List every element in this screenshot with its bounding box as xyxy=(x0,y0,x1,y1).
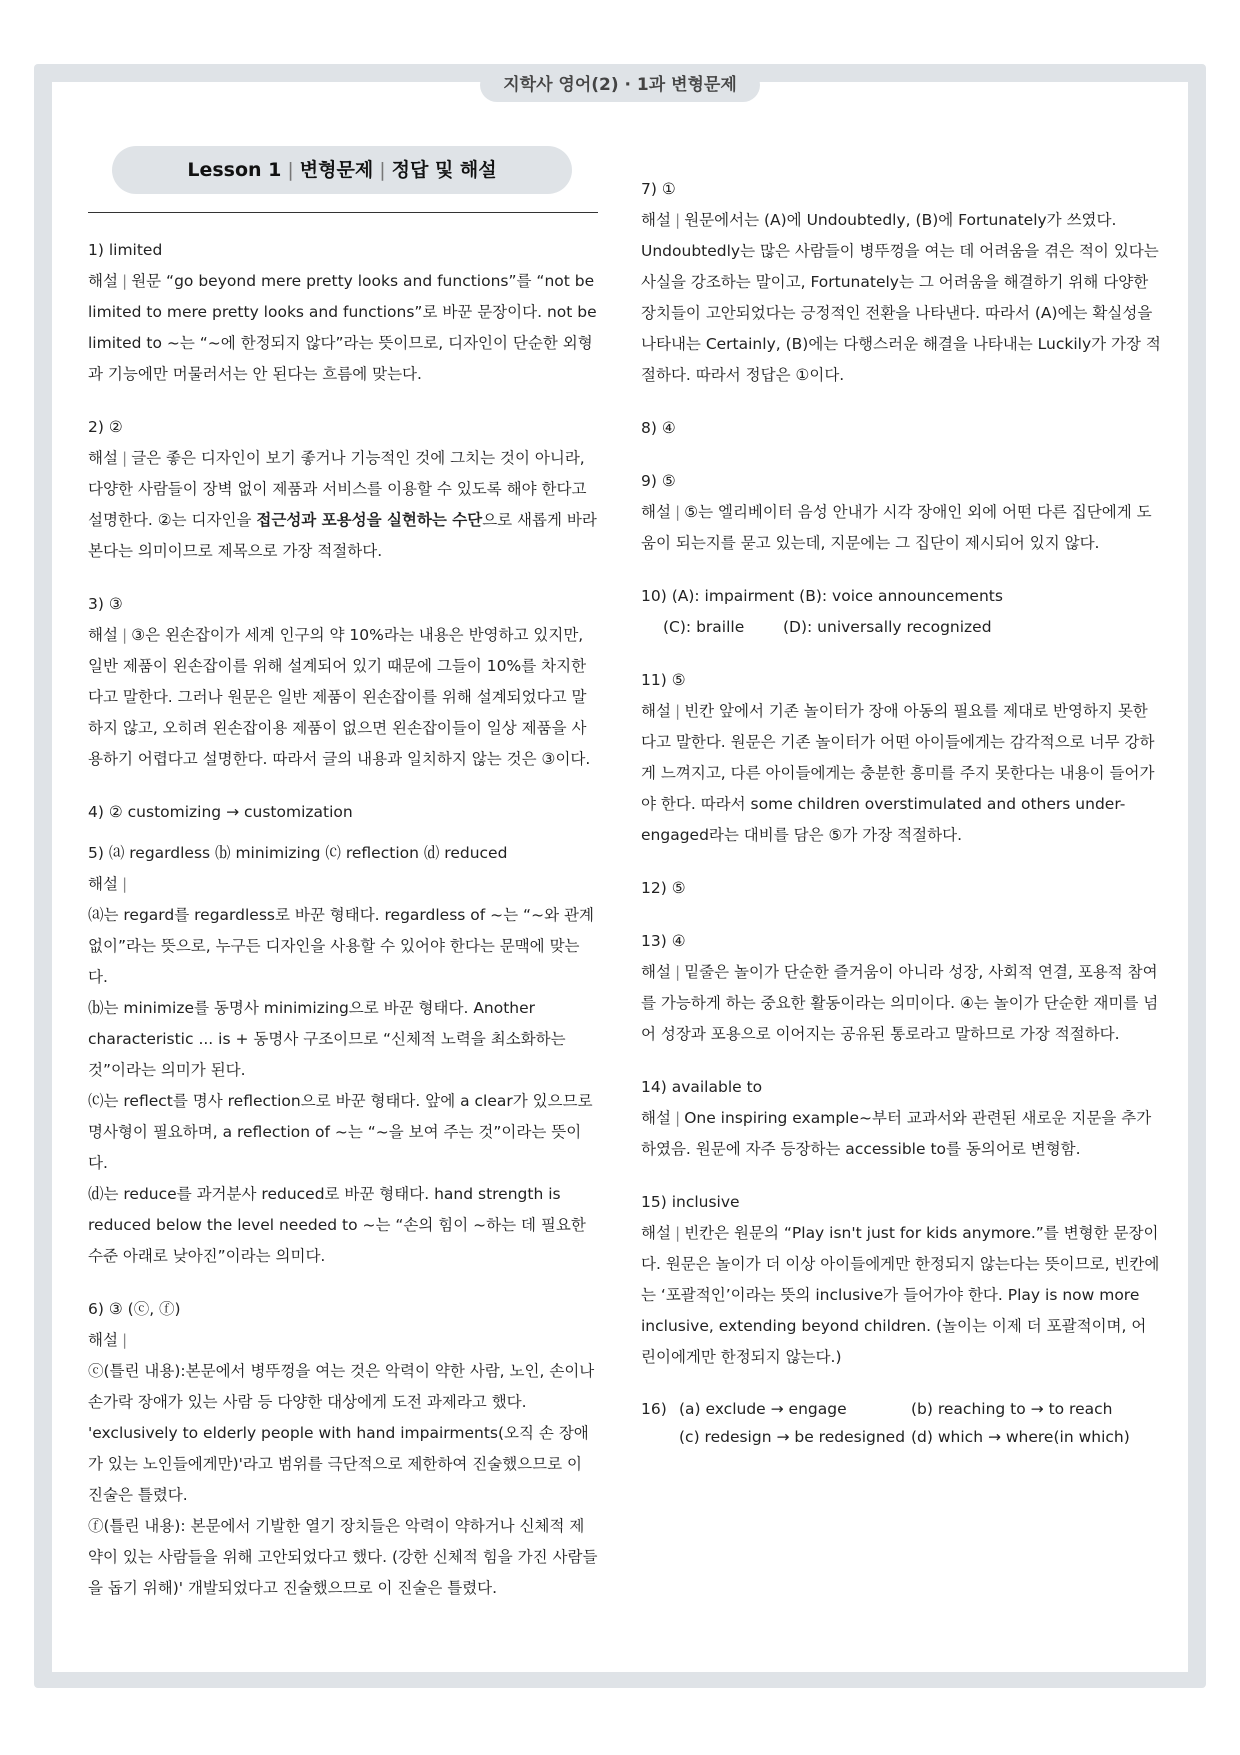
lesson-part1: 변형문제 xyxy=(299,159,374,181)
explanation-2-bold: 접근성과 포용성을 실현하는 수단 xyxy=(256,511,483,529)
question-2 xyxy=(88,412,598,567)
explanation-1: 원문 “go beyond mere pretty looks and functions”를 “not be limited to mere pretty looks and functions”로 바꾼 문장이다. not be limited to ~는 “~에 한정되지 않다”라는 뜻이므로, 디자인이 단순한 외형과 기능에만 머물러서는 안 된다는 흐름에 맞는다. xyxy=(88,272,597,383)
answer-16-indent xyxy=(641,1423,679,1451)
answer-5: 5) ⒜ regardless ⒝ minimizing ⒞ reflection ⒟ reduced xyxy=(88,844,508,862)
answer-16-row2 xyxy=(641,1423,1161,1451)
answer-10d: (D): universally recognized xyxy=(783,618,992,636)
explanation-5d: ⒟는 reduce를 과거분사 reduced로 바꾼 형태다. hand strength is reduced below the level needed to ~는 “손의 힘이 ~하는 데 필요한 수준 아래로 낮아진”이라는 의미다. xyxy=(88,1185,586,1265)
label-bar: | xyxy=(674,1224,681,1242)
answer-16b: (b) reaching to → to reach xyxy=(911,1400,1113,1418)
label-bar: | xyxy=(674,1109,681,1127)
explanation-label: 해설 xyxy=(641,1224,671,1242)
question-9 xyxy=(641,466,1161,559)
explanation-9: ⑤는 엘리베이터 음성 안내가 시각 장애인 외에 어떤 다른 집단에게 도움이 되는지를 묻고 있는데, 지문에는 그 집단이 제시되어 있지 않다. xyxy=(641,503,1152,552)
answer-13: 13) ④ xyxy=(641,932,686,950)
answer-10-line1: 10) (A): impairment (B): voice announcements xyxy=(641,587,1003,605)
label-bar: | xyxy=(674,503,681,521)
explanation-6f: ⓕ(틀린 내용): 본문에서 기발한 열기 장치들은 악력이 약하거나 신체적 제약이 있는 사람들을 위해 고안되었다고 했다. (강한 신체적 힘을 가진 사람들을 돕기 위해)' 개발되었다고 진술했으므로 이 진술은 틀렸다. xyxy=(88,1517,598,1597)
left-column xyxy=(88,146,598,1626)
lesson-title xyxy=(112,146,572,194)
title-separator: | xyxy=(287,159,294,181)
answer-7: 7) ① xyxy=(641,180,676,198)
explanation-label: 해설 xyxy=(88,272,118,290)
explanation-5b: ⒝는 minimize를 동명사 minimizing으로 바꾼 형태다. Another characteristic ... is + 동명사 구조이므로 “신체적 노력을 최소화하는 것”이라는 의미가 된다. xyxy=(88,999,566,1079)
answer-15: 15) inclusive xyxy=(641,1193,740,1211)
label-bar: | xyxy=(674,211,681,229)
answer-9: 9) ⑤ xyxy=(641,472,676,490)
question-15 xyxy=(641,1187,1161,1373)
explanation-label: 해설 xyxy=(88,1331,118,1349)
explanation-11: 빈칸 앞에서 기존 놀이터가 장애 아동의 필요를 제대로 반영하지 못한다고 말한다. 원문은 기존 놀이터가 어떤 아이들에게는 감각적으로 너무 강하게 느껴지고, 다른 아이들에게는 충분한 흥미를 주지 못한다는 내용이 들어가야 한다. 따라서 some children overstimulated and others under-engaged라는 대비를 담은 ⑤가 가장 적절하다. xyxy=(641,702,1155,844)
explanation-3: ③은 왼손잡이가 세계 인구의 약 10%라는 내용은 반영하고 있지만, 일반 제품이 왼손잡이를 위해 설계되어 있기 때문에 그들이 10%를 차지한다고 말한다. 그러나 원문은 일반 제품이 왼손잡이를 위해 설계되었다고 말하지 않고, 오히려 왼손잡이용 제품이 없으면 왼손잡이들이 일상 제품을 사용하기 어렵다고 설명한다. 따라서 글의 내용과 일치하지 않는 것은 ③이다. xyxy=(88,626,591,768)
explanation-label: 해설 xyxy=(88,449,118,467)
lesson-name: Lesson 1 xyxy=(187,159,282,181)
answer-16a: (a) exclude → engage xyxy=(679,1400,847,1418)
question-10 xyxy=(641,581,1161,643)
explanation-2a: 글은 좋은 디자인이 보기 좋거나 기능적인 것에 그치는 것이 아니라, 다양한 사람들이 장벽 없이 제품과 서비스를 이용할 수 있도록 해야 한다고 설명한다. ②는 디자인을 xyxy=(88,449,587,529)
answer-3: 3) ③ xyxy=(88,595,123,613)
answer-16-row1 xyxy=(641,1395,1161,1423)
explanation-label: 해설 xyxy=(641,503,671,521)
title-divider xyxy=(88,212,598,213)
explanation-7: 원문에서는 (A)에 Undoubtedly, (B)에 Fortunately가 쓰였다. Undoubtedly는 많은 사람들이 병뚜껑을 여는 데 어려움을 겪은 적이 있다는 사실을 강조하는 말이고, Fortunately는 그 어려움을 해결하기 위해 다양한 장치들이 고안되었다는 긍정적인 전환을 나타낸다. 따라서 (A)에는 확실성을 나타내는 Certainly, (B)에는 다행스러운 해결을 나타내는 Luckily가 가장 적절하다. 따라서 정답은 ①이다. xyxy=(641,211,1161,384)
explanation-label-line xyxy=(88,1325,598,1356)
answer-12: 12) ⑤ xyxy=(641,879,686,897)
answer-10c: (C): braille xyxy=(663,618,745,636)
right-column xyxy=(641,174,1161,1473)
label-bar: | xyxy=(121,875,128,893)
explanation-13: 밑줄은 놀이가 단순한 즐거움이 아니라 성장, 사회적 연결, 포용적 참여를 가능하게 하는 중요한 활동이라는 의미이다. ④는 놀이가 단순한 재미를 넘어 성장과 포용으로 이어지는 공유된 통로라고 말하므로 가장 적절하다. xyxy=(641,963,1159,1043)
question-1 xyxy=(88,235,598,390)
label-bar: | xyxy=(121,449,128,467)
label-bar: | xyxy=(121,626,128,644)
label-bar: | xyxy=(121,1331,128,1349)
answer-14: 14) available to xyxy=(641,1078,763,1096)
question-5 xyxy=(88,838,598,1272)
answer-10-line2 xyxy=(641,612,1161,643)
explanation-2b: 으로 새롭게 바라본다는 의미이므로 제목으로 가장 적절하다. xyxy=(88,511,597,560)
question-12 xyxy=(641,873,1161,904)
explanation-label: 해설 xyxy=(88,626,118,644)
explanation-label: 해설 xyxy=(641,702,671,720)
answer-16c: (c) redesign → be redesigned xyxy=(679,1428,906,1446)
question-7 xyxy=(641,174,1161,391)
label-bar: | xyxy=(121,272,128,290)
answer-2: 2) ② xyxy=(88,418,123,436)
question-4 xyxy=(88,797,598,828)
explanation-label: 해설 xyxy=(641,1109,671,1127)
question-3 xyxy=(88,589,598,775)
explanation-6c: ⓒ(틀린 내용):본문에서 병뚜껑을 여는 것은 악력이 약한 사람, 노인, 손이나 손가락 장애가 있는 사람 등 다양한 대상에게 도전 과제라고 했다. 'exclusively to elderly people with hand impairments(오직 손 장애가 있는 노인들에게만)'라고 범위를 극단적으로 제한하여 진술했으므로 이 진술은 틀렸다. xyxy=(88,1362,595,1504)
explanation-5a: ⒜는 regard를 regardless로 바꾼 형태다. regardless of ~는 “~와 관계없이”라는 뜻으로, 누구든 디자인을 사용할 수 있어야 한다는 문맥에 맞는다. xyxy=(88,906,594,986)
answer-16d: (d) which → where(in which) xyxy=(911,1428,1130,1446)
explanation-label: 해설 xyxy=(641,963,671,981)
answer-11: 11) ⑤ xyxy=(641,671,686,689)
explanation-15: 빈칸은 원문의 “Play isn't just for kids anymore.”를 변형한 문장이다. 원문은 놀이가 더 이상 아이들에게만 한정되지 않는다는 뜻이므로, 빈칸에는 ‘포괄적인’이라는 뜻의 inclusive가 들어가야 한다. Play is now more inclusive, extending beyond children. (놀이는 이제 더 포괄적이며, 어린이에게만 한정되지 않는다.) xyxy=(641,1224,1160,1366)
explanation-14: One inspiring example~부터 교과서와 관련된 새로운 지문을 추가하였음. 원문에 자주 등장하는 accessible to를 동의어로 변형함. xyxy=(641,1109,1152,1158)
lesson-part2: 정답 및 해설 xyxy=(391,159,497,181)
answer-16-number: 16) xyxy=(641,1400,667,1418)
answer-1: 1) limited xyxy=(88,241,163,259)
label-bar: | xyxy=(674,702,681,720)
answer-4: 4) ② customizing → customization xyxy=(88,803,353,821)
question-6 xyxy=(88,1294,598,1604)
explanation-label-line xyxy=(88,869,598,900)
header-title: 지학사 영어(2) · 1과 변형문제 xyxy=(480,68,760,102)
question-13 xyxy=(641,926,1161,1050)
label-bar: | xyxy=(674,963,681,981)
question-16 xyxy=(641,1395,1161,1451)
question-8 xyxy=(641,413,1161,444)
explanation-5c: ⒞는 reflect를 명사 reflection으로 바꾼 형태다. 앞에 a clear가 있으므로 명사형이 필요하며, a reflection of ~는 “~을 보여 주는 것”이라는 뜻이다. xyxy=(88,1092,593,1172)
answer-8: 8) ④ xyxy=(641,419,676,437)
title-separator: | xyxy=(379,159,386,181)
question-14 xyxy=(641,1072,1161,1165)
explanation-label: 해설 xyxy=(88,875,118,893)
question-11 xyxy=(641,665,1161,851)
answer-6: 6) ③ (ⓒ, ⓕ) xyxy=(88,1300,181,1318)
explanation-label: 해설 xyxy=(641,211,671,229)
